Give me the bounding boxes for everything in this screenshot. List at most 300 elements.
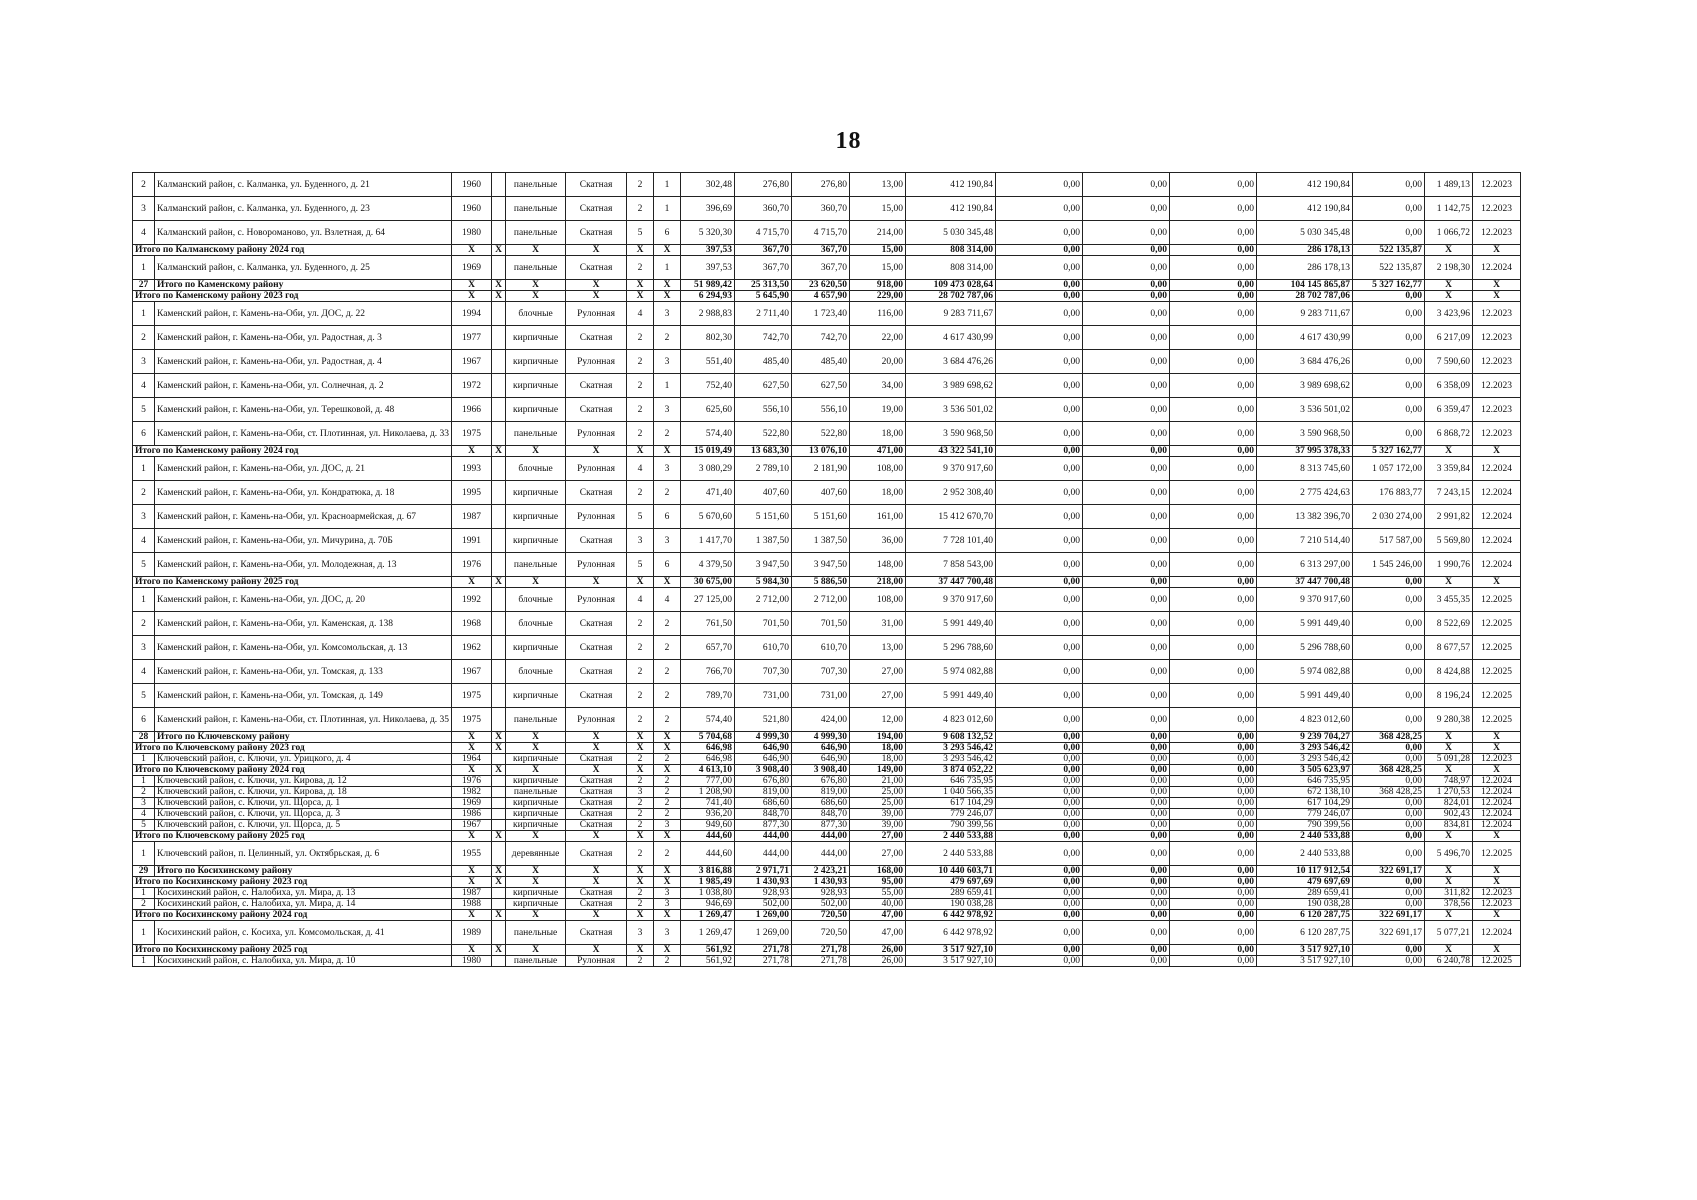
table-cell: 1955 bbox=[452, 842, 492, 866]
table-cell: 286 178,13 bbox=[1257, 245, 1353, 256]
table-cell: 617 104,29 bbox=[906, 798, 996, 809]
table-cell: 9 280,38 bbox=[1425, 708, 1473, 732]
address-cell: Ключевский район, с. Ключи, ул. Щорса, д. 5 bbox=[155, 820, 452, 831]
table-cell: Скатная bbox=[566, 842, 627, 866]
table-cell: 412 190,84 bbox=[906, 173, 996, 197]
table-cell: панельные bbox=[506, 256, 566, 280]
table-cell: X bbox=[654, 245, 681, 256]
table-cell: 646,90 bbox=[735, 743, 792, 754]
table-cell: 0,00 bbox=[1353, 302, 1425, 326]
table-cell: 2 bbox=[627, 374, 654, 398]
table-cell: 360,70 bbox=[792, 197, 850, 221]
table-cell: X bbox=[452, 291, 492, 302]
table-cell: 6 bbox=[654, 553, 681, 577]
table-cell: 819,00 bbox=[735, 787, 792, 798]
table-cell: 0,00 bbox=[1353, 888, 1425, 899]
table-cell: 8 313 745,60 bbox=[1257, 457, 1353, 481]
table-cell: 1967 bbox=[452, 660, 492, 684]
table-cell: 0,00 bbox=[1170, 350, 1257, 374]
table-cell: 12.2023 bbox=[1473, 754, 1521, 765]
table-cell: 0,00 bbox=[1083, 842, 1170, 866]
table-cell: X bbox=[627, 831, 654, 842]
table-cell: 18,00 bbox=[850, 754, 906, 765]
table-cell: 7 243,15 bbox=[1425, 481, 1473, 505]
table-cell: 2 bbox=[627, 326, 654, 350]
table-cell: 12.2023 bbox=[1473, 326, 1521, 350]
table-cell: 5 991 449,40 bbox=[906, 684, 996, 708]
table-cell: X bbox=[627, 291, 654, 302]
table-cell bbox=[492, 921, 506, 945]
table-cell: 761,50 bbox=[681, 612, 735, 636]
table-cell: 176 883,77 bbox=[1353, 481, 1425, 505]
table-row bbox=[133, 197, 1521, 221]
table-cell: 0,00 bbox=[1353, 588, 1425, 612]
table-row bbox=[133, 505, 1521, 529]
table-cell: 37 995 378,33 bbox=[1257, 446, 1353, 457]
table-cell: 1976 bbox=[452, 553, 492, 577]
table-cell: 7 590,60 bbox=[1425, 350, 1473, 374]
table-row bbox=[133, 173, 1521, 197]
table-cell: 5 991 449,40 bbox=[906, 612, 996, 636]
table-cell: 108,00 bbox=[850, 457, 906, 481]
table-cell: 289 659,41 bbox=[906, 888, 996, 899]
table-cell: 13,00 bbox=[850, 173, 906, 197]
table-cell: 1 985,49 bbox=[681, 877, 735, 888]
table-cell: X bbox=[566, 280, 627, 291]
table-cell: 104 145 865,87 bbox=[1257, 280, 1353, 291]
table-cell: 0,00 bbox=[996, 588, 1083, 612]
table-cell: Скатная bbox=[566, 173, 627, 197]
table-cell: 15,00 bbox=[850, 245, 906, 256]
table-cell: 0,00 bbox=[1083, 350, 1170, 374]
table-cell: 2 bbox=[627, 660, 654, 684]
table-cell: 34,00 bbox=[850, 374, 906, 398]
page-number: 18 bbox=[835, 128, 862, 154]
table-cell bbox=[492, 173, 506, 197]
table-cell: 949,60 bbox=[681, 820, 735, 831]
table-cell: X bbox=[627, 765, 654, 776]
table-cell: 12,00 bbox=[850, 708, 906, 732]
table-cell: Скатная bbox=[566, 612, 627, 636]
table-row bbox=[133, 809, 1521, 820]
table-cell: 3 590 968,50 bbox=[1257, 422, 1353, 446]
table-cell: 2 712,00 bbox=[735, 588, 792, 612]
table-cell: X bbox=[627, 280, 654, 291]
table-cell: X bbox=[1425, 577, 1473, 588]
table-cell: 0,00 bbox=[1353, 776, 1425, 787]
table-cell: 0,00 bbox=[1353, 422, 1425, 446]
table-cell: X bbox=[492, 577, 506, 588]
table-cell: 0,00 bbox=[1083, 553, 1170, 577]
table-cell: 3 517 927,10 bbox=[1257, 945, 1353, 956]
table-cell: 4 999,30 bbox=[735, 732, 792, 743]
table-cell: 5 984,30 bbox=[735, 577, 792, 588]
address-cell: Калманский район, с. Калманка, ул. Буденного, д. 23 bbox=[155, 197, 452, 221]
table-cell: X bbox=[1425, 877, 1473, 888]
table-cell: 2 bbox=[654, 326, 681, 350]
table-cell: 5 974 082,88 bbox=[906, 660, 996, 684]
table-cell: 15 412 670,70 bbox=[906, 505, 996, 529]
table-cell: кирпичные bbox=[506, 481, 566, 505]
table-cell bbox=[492, 660, 506, 684]
table-cell: 12.2025 bbox=[1473, 956, 1521, 967]
table-cell: 2 bbox=[627, 899, 654, 910]
table-cell: 2 440 533,88 bbox=[906, 842, 996, 866]
table-cell: Скатная bbox=[566, 636, 627, 660]
table-cell: X bbox=[506, 831, 566, 842]
table-cell bbox=[492, 398, 506, 422]
table-cell: 3 bbox=[133, 197, 155, 221]
table-cell: 3 bbox=[654, 820, 681, 831]
table-cell: 1 430,93 bbox=[735, 877, 792, 888]
table-cell: кирпичные bbox=[506, 636, 566, 660]
table-cell: 368 428,25 bbox=[1353, 765, 1425, 776]
total-label-cell: Итого по Ключевскому району 2023 год bbox=[133, 743, 452, 754]
table-cell: X bbox=[506, 945, 566, 956]
table-cell: X bbox=[506, 743, 566, 754]
table-cell: 2 bbox=[627, 842, 654, 866]
table-cell: 0,00 bbox=[1083, 398, 1170, 422]
table-cell: X bbox=[492, 446, 506, 457]
table-cell: X bbox=[654, 765, 681, 776]
table-cell: 378,56 bbox=[1425, 899, 1473, 910]
table-cell: 0,00 bbox=[996, 743, 1083, 754]
table-cell: 672 138,10 bbox=[1257, 787, 1353, 798]
table-cell: 0,00 bbox=[1170, 708, 1257, 732]
table-cell: Скатная bbox=[566, 684, 627, 708]
table-cell: 15,00 bbox=[850, 256, 906, 280]
table-cell: 27,00 bbox=[850, 842, 906, 866]
table-cell: X bbox=[627, 945, 654, 956]
table-cell: 0,00 bbox=[1353, 945, 1425, 956]
table-cell bbox=[492, 481, 506, 505]
table-cell: 0,00 bbox=[1083, 684, 1170, 708]
table-cell: 2 bbox=[654, 754, 681, 765]
table-cell: 3 684 476,26 bbox=[906, 350, 996, 374]
table-cell: 1 bbox=[133, 588, 155, 612]
table-cell: панельные bbox=[506, 422, 566, 446]
table-cell: 9 608 132,52 bbox=[906, 732, 996, 743]
table-cell: панельные bbox=[506, 173, 566, 197]
table-cell: 742,70 bbox=[792, 326, 850, 350]
table-cell: X bbox=[1473, 910, 1521, 921]
table-cell: 646,98 bbox=[681, 743, 735, 754]
table-cell: 6 bbox=[133, 422, 155, 446]
table-cell: 8 196,24 bbox=[1425, 684, 1473, 708]
table-cell: 95,00 bbox=[850, 877, 906, 888]
table-cell: 5 974 082,88 bbox=[1257, 660, 1353, 684]
table-cell: X bbox=[452, 765, 492, 776]
table-row bbox=[133, 787, 1521, 798]
table-cell: 12.2023 bbox=[1473, 221, 1521, 245]
year-total-row bbox=[133, 577, 1521, 588]
table-cell: 3 293 546,42 bbox=[906, 743, 996, 754]
table-cell: 0,00 bbox=[1170, 636, 1257, 660]
table-cell: 229,00 bbox=[850, 291, 906, 302]
table-cell: 3 874 052,22 bbox=[906, 765, 996, 776]
table-cell: X bbox=[1425, 866, 1473, 877]
table-cell: 3 bbox=[654, 350, 681, 374]
table-cell: X bbox=[452, 245, 492, 256]
table-cell: X bbox=[452, 866, 492, 877]
table-cell: 4 bbox=[627, 457, 654, 481]
table-cell: 1987 bbox=[452, 888, 492, 899]
table-cell: X bbox=[566, 866, 627, 877]
table-cell: кирпичные bbox=[506, 899, 566, 910]
table-cell: 2 030 274,00 bbox=[1353, 505, 1425, 529]
address-cell: Косихинский район, с. Налобиха, ул. Мира, д. 13 bbox=[155, 888, 452, 899]
address-cell: Каменский район, г. Камень-на-Оби, ул. Радостная, д. 3 bbox=[155, 326, 452, 350]
table-cell: 4 823 012,60 bbox=[1257, 708, 1353, 732]
table-cell: X bbox=[506, 765, 566, 776]
table-cell: 1975 bbox=[452, 708, 492, 732]
table-cell: Скатная bbox=[566, 197, 627, 221]
table-cell: 0,00 bbox=[1083, 481, 1170, 505]
table-cell: 779 246,07 bbox=[1257, 809, 1353, 820]
table-cell: 3 947,50 bbox=[735, 553, 792, 577]
table-cell: 9 370 917,60 bbox=[1257, 588, 1353, 612]
table-row bbox=[133, 636, 1521, 660]
table-cell: 574,40 bbox=[681, 708, 735, 732]
table-cell: Рулонная bbox=[566, 302, 627, 326]
table-cell: 877,30 bbox=[792, 820, 850, 831]
table-cell: 444,00 bbox=[792, 842, 850, 866]
table-cell: 13 683,30 bbox=[735, 446, 792, 457]
table-row bbox=[133, 221, 1521, 245]
table-cell: 3 293 546,42 bbox=[1257, 754, 1353, 765]
table-cell: 444,00 bbox=[735, 842, 792, 866]
table-cell: 742,70 bbox=[735, 326, 792, 350]
table-cell: 2 bbox=[627, 684, 654, 708]
table-cell: 0,00 bbox=[996, 280, 1083, 291]
table-cell bbox=[492, 684, 506, 708]
table-cell: 0,00 bbox=[1083, 326, 1170, 350]
table-cell: 0,00 bbox=[1083, 798, 1170, 809]
table-cell: X bbox=[452, 743, 492, 754]
table-cell: 3 517 927,10 bbox=[906, 945, 996, 956]
table-cell: кирпичные bbox=[506, 529, 566, 553]
table-cell: 2 712,00 bbox=[792, 588, 850, 612]
table-cell: 1986 bbox=[452, 809, 492, 820]
row-number-cell: 29 bbox=[133, 866, 155, 877]
table-cell: 21,00 bbox=[850, 776, 906, 787]
table-cell: 1 bbox=[133, 754, 155, 765]
table-cell: 0,00 bbox=[996, 831, 1083, 842]
table-cell: 657,70 bbox=[681, 636, 735, 660]
table-cell: 0,00 bbox=[1353, 708, 1425, 732]
table-cell: 1994 bbox=[452, 302, 492, 326]
table-cell: блочные bbox=[506, 588, 566, 612]
table-cell: 5 bbox=[627, 553, 654, 577]
table-cell: 752,40 bbox=[681, 374, 735, 398]
table-cell: 646 735,95 bbox=[906, 776, 996, 787]
district-total-row bbox=[133, 732, 1521, 743]
table-cell: 0,00 bbox=[1083, 302, 1170, 326]
table-cell: Скатная bbox=[566, 787, 627, 798]
table-cell: 0,00 bbox=[996, 374, 1083, 398]
table-cell: 148,00 bbox=[850, 553, 906, 577]
table-cell: 1 269,47 bbox=[681, 921, 735, 945]
table-row bbox=[133, 588, 1521, 612]
table-cell: 1 723,40 bbox=[792, 302, 850, 326]
table-cell: X bbox=[1425, 446, 1473, 457]
address-cell: Косихинский район, с. Косиха, ул. Комсомольская, д. 41 bbox=[155, 921, 452, 945]
year-total-row bbox=[133, 743, 1521, 754]
table-cell: 2 423,21 bbox=[792, 866, 850, 877]
table-cell: 0,00 bbox=[1083, 945, 1170, 956]
table-cell: 0,00 bbox=[1170, 831, 1257, 842]
table-cell: X bbox=[566, 743, 627, 754]
table-cell: 4 bbox=[654, 588, 681, 612]
table-cell: 18,00 bbox=[850, 481, 906, 505]
table-cell: 367,70 bbox=[735, 256, 792, 280]
table-cell: 0,00 bbox=[1170, 743, 1257, 754]
table-cell: X bbox=[627, 866, 654, 877]
table-cell: 6 217,09 bbox=[1425, 326, 1473, 350]
table-cell: 3 bbox=[654, 921, 681, 945]
table-cell: 3 bbox=[654, 457, 681, 481]
table-cell: 412 190,84 bbox=[906, 197, 996, 221]
table-cell: 8 424,88 bbox=[1425, 660, 1473, 684]
table-cell: 25,00 bbox=[850, 798, 906, 809]
table-cell: X bbox=[1425, 831, 1473, 842]
table-cell: 646 735,95 bbox=[1257, 776, 1353, 787]
table-cell: 720,50 bbox=[792, 910, 850, 921]
table-cell: 502,00 bbox=[735, 899, 792, 910]
table-cell: 0,00 bbox=[1083, 197, 1170, 221]
table-cell: Скатная bbox=[566, 809, 627, 820]
table-cell: 0,00 bbox=[996, 866, 1083, 877]
table-cell: Рулонная bbox=[566, 422, 627, 446]
table-cell: X bbox=[654, 877, 681, 888]
district-total-row bbox=[133, 280, 1521, 291]
table-cell: 0,00 bbox=[1083, 457, 1170, 481]
table-cell: 0,00 bbox=[1170, 197, 1257, 221]
table-cell: 5 151,60 bbox=[792, 505, 850, 529]
table-cell: 1 bbox=[133, 256, 155, 280]
table-cell: 2 789,10 bbox=[735, 457, 792, 481]
table-cell: 12.2023 bbox=[1473, 398, 1521, 422]
table-cell: 1964 bbox=[452, 754, 492, 765]
table-cell: X bbox=[492, 280, 506, 291]
total-label-cell: Итого по Каменскому району 2025 год bbox=[133, 577, 452, 588]
table-cell: 0,00 bbox=[996, 708, 1083, 732]
table-cell: X bbox=[492, 831, 506, 842]
table-cell: 0,00 bbox=[1170, 256, 1257, 280]
table-cell: 0,00 bbox=[996, 921, 1083, 945]
table-cell: 1982 bbox=[452, 787, 492, 798]
table-cell: 1 066,72 bbox=[1425, 221, 1473, 245]
table-cell: X bbox=[627, 245, 654, 256]
table-cell: 0,00 bbox=[1083, 809, 1170, 820]
table-row bbox=[133, 481, 1521, 505]
table-cell: 1 270,53 bbox=[1425, 787, 1473, 798]
table-cell: 0,00 bbox=[1083, 256, 1170, 280]
table-cell: X bbox=[1473, 866, 1521, 877]
table-cell: 0,00 bbox=[1353, 809, 1425, 820]
year-total-row bbox=[133, 245, 1521, 256]
table-cell: 0,00 bbox=[1083, 866, 1170, 877]
table-cell: 0,00 bbox=[1353, 754, 1425, 765]
table-cell bbox=[492, 776, 506, 787]
table-row bbox=[133, 956, 1521, 967]
table-cell: 4 bbox=[133, 529, 155, 553]
table-cell: 6 442 978,92 bbox=[906, 910, 996, 921]
table-cell: 686,60 bbox=[735, 798, 792, 809]
table-cell: 367,70 bbox=[792, 245, 850, 256]
table-cell: 3 359,84 bbox=[1425, 457, 1473, 481]
table-cell: 407,60 bbox=[735, 481, 792, 505]
table-cell: 0,00 bbox=[1170, 374, 1257, 398]
table-cell: X bbox=[627, 577, 654, 588]
table-cell: 1 bbox=[654, 256, 681, 280]
table-cell: 1 208,90 bbox=[681, 787, 735, 798]
table-cell: 1962 bbox=[452, 636, 492, 660]
table-cell: 1995 bbox=[452, 481, 492, 505]
table-cell: 1988 bbox=[452, 899, 492, 910]
table-cell: 1980 bbox=[452, 956, 492, 967]
table-cell: 2 bbox=[627, 888, 654, 899]
table-cell: 686,60 bbox=[792, 798, 850, 809]
table-cell: X bbox=[1473, 245, 1521, 256]
table-cell: X bbox=[506, 245, 566, 256]
table-cell: 676,80 bbox=[735, 776, 792, 787]
table-cell: Рулонная bbox=[566, 588, 627, 612]
table-cell: 1 057 172,00 bbox=[1353, 457, 1425, 481]
table-cell: 627,50 bbox=[792, 374, 850, 398]
table-cell: 367,70 bbox=[735, 245, 792, 256]
table-cell: 0,00 bbox=[1083, 173, 1170, 197]
table-cell: 0,00 bbox=[1170, 457, 1257, 481]
table-row bbox=[133, 612, 1521, 636]
table-cell: 0,00 bbox=[996, 660, 1083, 684]
table-cell: 149,00 bbox=[850, 765, 906, 776]
table-cell: X bbox=[452, 577, 492, 588]
table-cell: 6 358,09 bbox=[1425, 374, 1473, 398]
table-cell: 646,98 bbox=[681, 754, 735, 765]
table-cell: 2 198,30 bbox=[1425, 256, 1473, 280]
table-cell: 6 120 287,75 bbox=[1257, 921, 1353, 945]
table-cell: 9 283 711,67 bbox=[906, 302, 996, 326]
table-cell: 1969 bbox=[452, 256, 492, 280]
table-cell: 0,00 bbox=[996, 956, 1083, 967]
table-cell: 0,00 bbox=[996, 787, 1083, 798]
table-cell: 2 bbox=[627, 754, 654, 765]
table-cell: 0,00 bbox=[996, 888, 1083, 899]
table-cell: 27,00 bbox=[850, 660, 906, 684]
table-cell: 2 bbox=[627, 820, 654, 831]
table-cell: 2 775 424,63 bbox=[1257, 481, 1353, 505]
table-cell: X bbox=[627, 446, 654, 457]
table-cell: 2 440 533,88 bbox=[1257, 831, 1353, 842]
table-cell: 0,00 bbox=[1170, 173, 1257, 197]
table-cell: 4 657,90 bbox=[792, 291, 850, 302]
table-cell: 2 711,40 bbox=[735, 302, 792, 326]
table-cell: 190 038,28 bbox=[1257, 899, 1353, 910]
table-cell: кирпичные bbox=[506, 820, 566, 831]
table-cell: 4 823 012,60 bbox=[906, 708, 996, 732]
address-cell: Каменский район, г. Камень-на-Оби, ул. Молодежная, д. 13 bbox=[155, 553, 452, 577]
table-cell: деревянные bbox=[506, 842, 566, 866]
table-cell: Рулонная bbox=[566, 553, 627, 577]
table-cell: 0,00 bbox=[996, 798, 1083, 809]
table-cell: 5 327 162,77 bbox=[1353, 446, 1425, 457]
table-cell: X bbox=[654, 577, 681, 588]
table-cell: 1960 bbox=[452, 173, 492, 197]
address-cell: Каменский район, г. Камень-на-Оби, ст. Плотинная, ул. Николаева, д. 33 bbox=[155, 422, 452, 446]
table-cell: 0,00 bbox=[1083, 245, 1170, 256]
table-cell: 0,00 bbox=[996, 302, 1083, 326]
